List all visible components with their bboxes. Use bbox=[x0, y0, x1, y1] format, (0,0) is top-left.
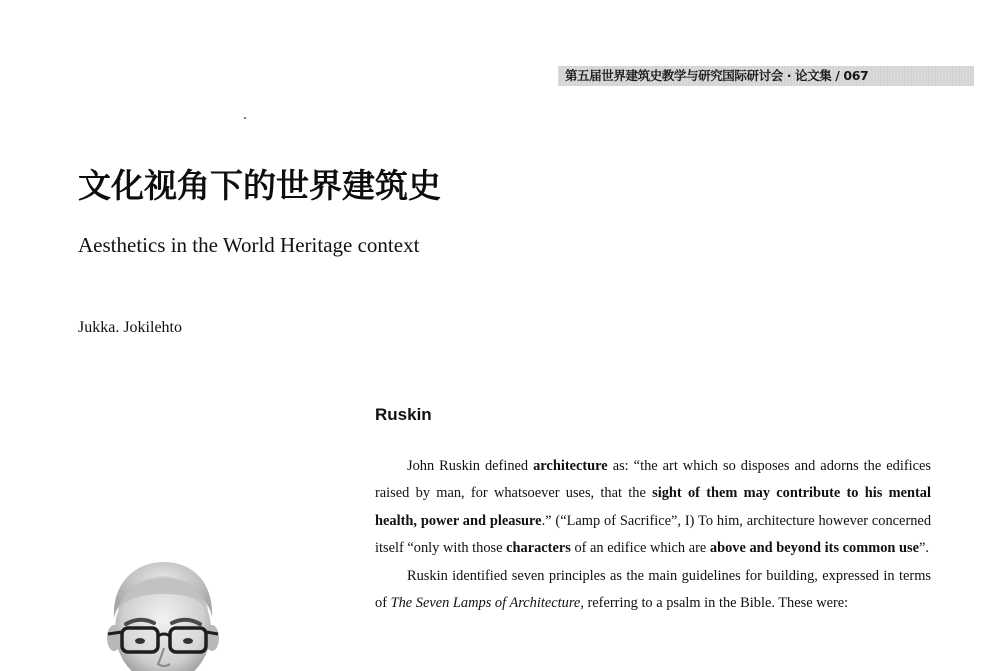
text-run: of an edifice which are bbox=[570, 540, 710, 557]
bold-term: characters bbox=[506, 540, 571, 557]
text-run: , referring to a psalm in the Bible. These were: bbox=[580, 595, 849, 612]
bold-term: architecture bbox=[533, 458, 608, 474]
author-photo bbox=[100, 560, 228, 671]
paragraph-2 bbox=[375, 563, 931, 618]
title-chinese: 文化视角下的世界建筑史 bbox=[78, 166, 441, 205]
title-english: Aesthetics in the World Heritage context bbox=[78, 233, 420, 257]
author-portrait-image bbox=[100, 560, 228, 671]
paragraph-1 bbox=[375, 453, 931, 563]
text-run: as: “the art which so disposes and adorns the edifices raised by man, for whatsoever uses, that the bbox=[375, 458, 931, 502]
section-heading: Ruskin bbox=[375, 405, 432, 424]
body-text bbox=[375, 453, 931, 617]
italic-book-title: The Seven Lamps of Architecture bbox=[390, 595, 581, 612]
text-run: ”. bbox=[918, 540, 929, 557]
bold-phrase: sight of them may contribute to his mental health, power and pleasure bbox=[375, 485, 931, 529]
print-speck bbox=[244, 117, 246, 119]
text-run: .” (“Lamp of Sacrifice”, I) To him, architecture however concerned itself “only with those bbox=[375, 512, 932, 557]
text-run: Ruskin identified seven principles as the main guidelines for building, expressed in terms of bbox=[375, 567, 931, 612]
author-name: Jukka. Jokilehto bbox=[78, 319, 182, 336]
text-run: John Ruskin defined bbox=[407, 458, 534, 474]
running-header: 第五届世界建筑史教学与研究国际研讨会 · 论文集 / 067 bbox=[565, 68, 869, 83]
bold-phrase: above and beyond its common use bbox=[709, 540, 919, 557]
